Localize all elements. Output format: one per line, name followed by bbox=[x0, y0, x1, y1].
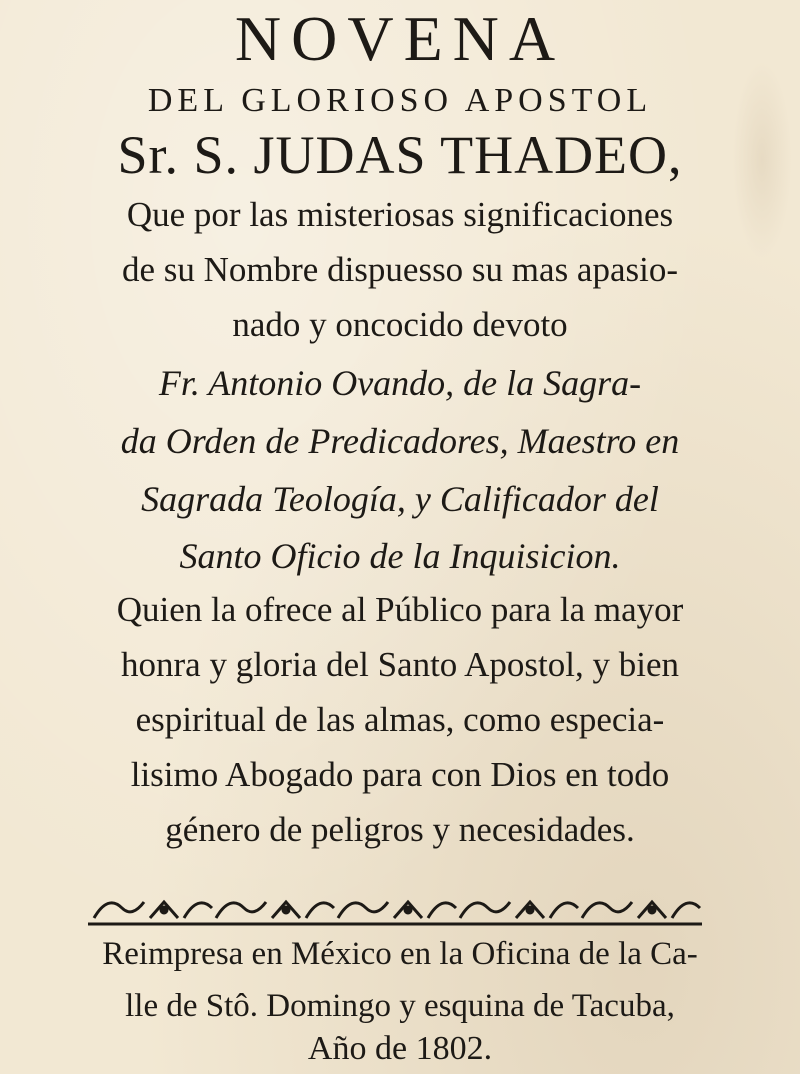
ornament-unit bbox=[338, 902, 456, 918]
imprint-line-year: Año de 1802. bbox=[307, 1030, 493, 1067]
author-line-2: da Orden de Predicadores, Maestro en bbox=[120, 421, 680, 461]
title-line-apostol: DEL GLORIOSO APOSTOL bbox=[147, 82, 653, 119]
dedication-line-2: honra y gloria del Santo Apostol, y bien bbox=[121, 645, 679, 684]
page-title: NOVENA bbox=[234, 3, 566, 74]
ornament-unit bbox=[216, 902, 334, 918]
ornament-unit bbox=[94, 902, 212, 918]
author-line-4: Santo Oficio de la Inquisicion. bbox=[179, 536, 621, 576]
subtitle-line-1: Que por las misteriosas significaciones bbox=[126, 195, 674, 234]
printers-ornament-border bbox=[88, 888, 702, 928]
author-line-3: Sagrada Teología, y Calificador del bbox=[141, 479, 659, 519]
author-line-1: Fr. Antonio Ovando, de la Sagra- bbox=[158, 363, 642, 403]
subtitle-line-2: de su Nombre dispuesso su mas apasio- bbox=[121, 250, 679, 289]
imprint-line-2: lle de Stô. Domingo y esquina de Tacuba, bbox=[125, 988, 675, 1024]
imprint-line-1: Reimpresa en México en la Oficina de la Ca- bbox=[102, 936, 698, 972]
dedication-line-1: Quien la ofrece al Público para la mayor bbox=[116, 590, 684, 629]
title-line-saint-name: Sr. S. JUDAS THADEO, bbox=[117, 125, 683, 185]
dedication-line-3: espiritual de las almas, como especia- bbox=[135, 700, 665, 739]
dedication-line-4: lisimo Abogado para con Dios en todo bbox=[130, 755, 670, 794]
ornament-unit bbox=[460, 902, 578, 918]
ornament-unit bbox=[582, 902, 700, 918]
dedication-line-5: género de peligros y necesidades. bbox=[165, 810, 635, 849]
subtitle-line-3: nado y oncocido devoto bbox=[232, 305, 568, 344]
